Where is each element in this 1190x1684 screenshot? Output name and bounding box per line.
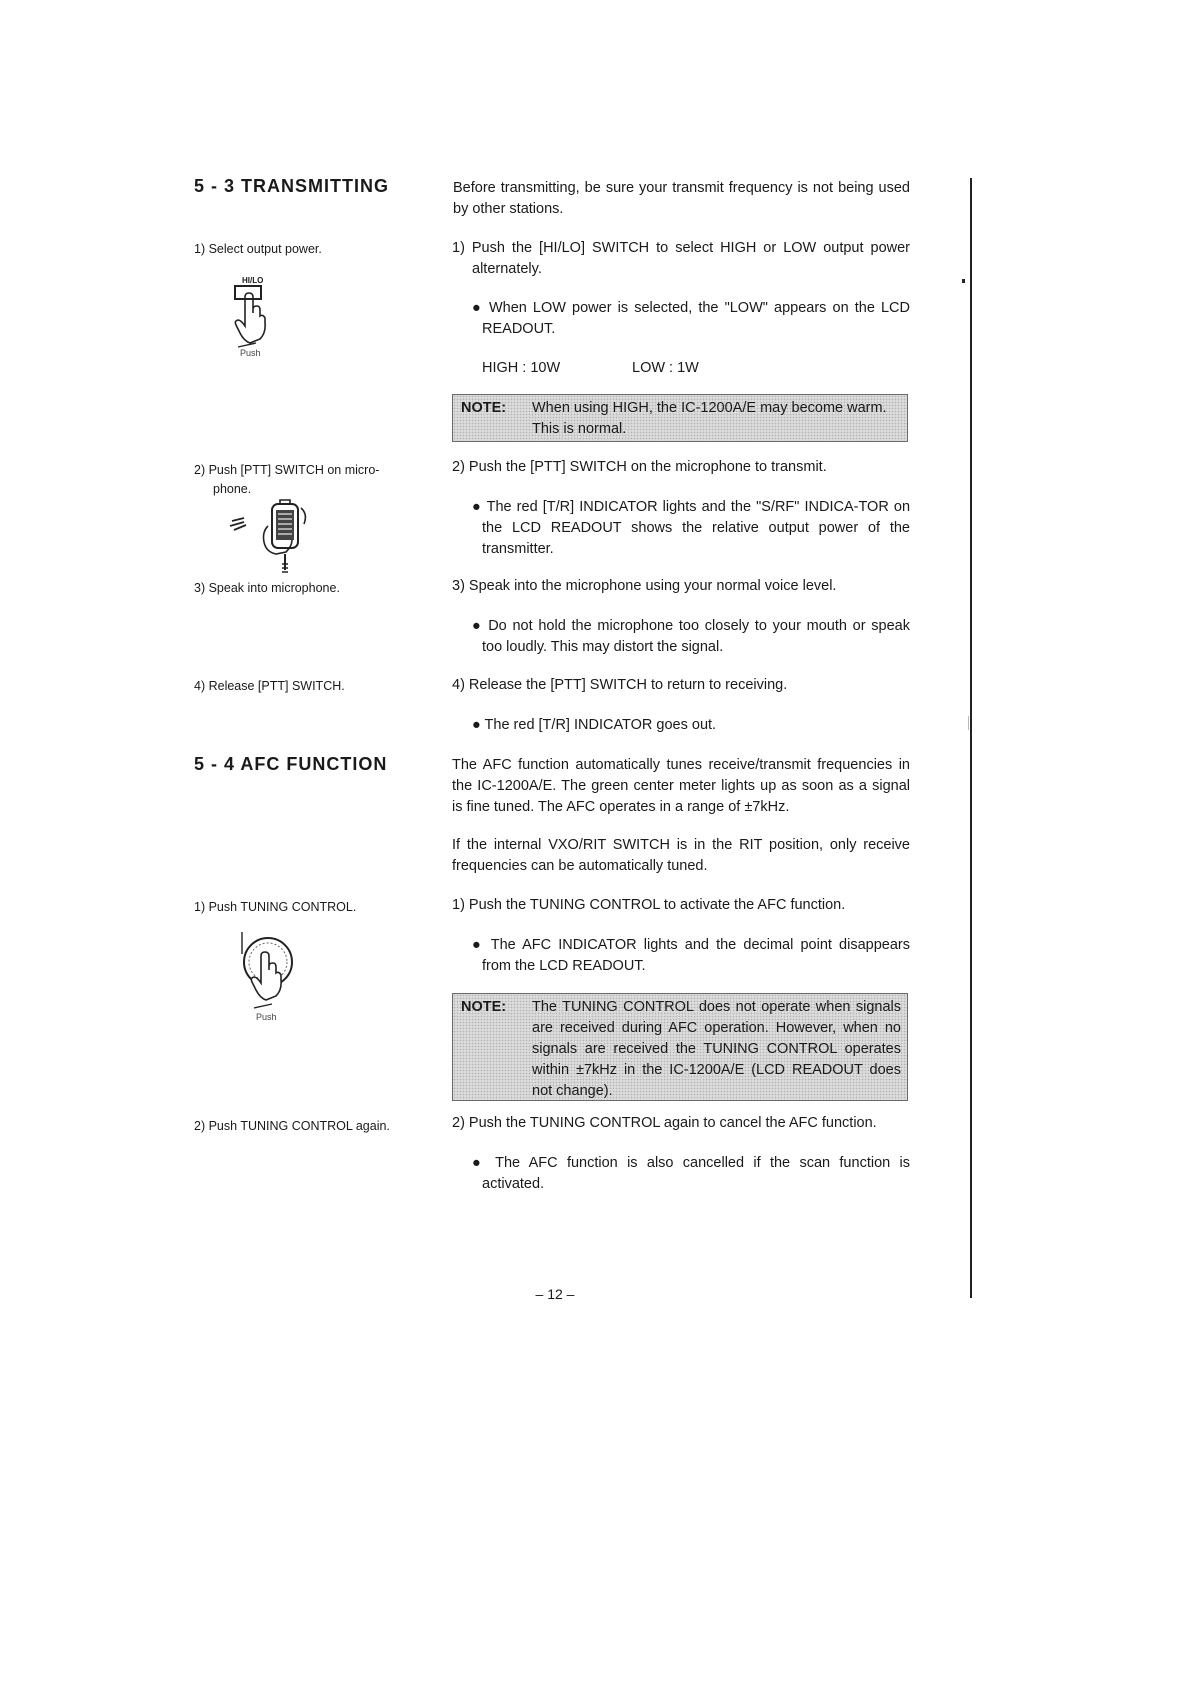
step-2-bullet-text: The red [T/R] INDICATOR lights and the "S/RF" INDICA-TOR on the LCD READOUT shows the relative output power of the transmitter. [482, 499, 911, 557]
step-3-bullet-text: Do not hold the microphone too closely to your mouth or speak too loudly. This may distort the signal. [482, 618, 910, 655]
page-number: – 12 – [535, 1286, 575, 1302]
step-4-release-line: 4) Release the [PTT] SWITCH to return to receiving. [452, 677, 788, 693]
note-box-tuning [452, 993, 908, 1101]
section-5-3-intro: Before transmitting, be sure your transmit frequency is not being used by other stations. [453, 180, 910, 217]
afc-step-2-bullet: ● The AFC function is also cancelled if the scan function is activated. [472, 1155, 910, 1192]
section-5-4-title: 5 - 4 AFC FUNCTION [194, 754, 388, 774]
tuning-push-illustration [226, 928, 306, 1024]
section-5-4-intro: The AFC function automatically tunes receive/transmit frequencies in the IC-1200A/E. The green center meter lights up as soon as a signal is fine tuned. The AFC operates in a range of ±7kHz. [452, 757, 910, 815]
hilo-push-illustration [222, 276, 294, 360]
note-box-warm [452, 394, 908, 442]
microphone-ptt-icon [228, 498, 320, 574]
section-5-4-rit-note: If the internal VXO/RIT SWITCH is in the RIT position, only receive frequencies can be automatically tuned. [452, 837, 910, 874]
step-2-ptt-line: 2) Push the [PTT] SWITCH on the microphone to transmit. [452, 459, 827, 475]
step-1-hilo-line: 1) Push the [HI/LO] SWITCH to select HIGH or LOW output power alternately. [452, 240, 910, 277]
afc-step-1-bullet: ● The AFC INDICATOR lights and the decimal point disappears from the LCD READOUT. [472, 937, 910, 974]
section-5-3-title: 5 - 3 TRANSMITTING [194, 176, 390, 196]
note-2-text: The TUNING CONTROL does not operate when signals are received during AFC operation. However, when no signals are received the TUNING CONTROL operates within ±7kHz in the IC-1200A/E (LCD READOUT does not change). [532, 999, 901, 1099]
left-step-push-ptt [194, 461, 414, 499]
afc-step-1-line: 1) Push the TUNING CONTROL to activate the AFC function. [452, 897, 846, 913]
left-step-push-tuning-again: 2) Push TUNING CONTROL again. [194, 1119, 390, 1133]
note-label: NOTE: [461, 400, 507, 416]
afc-step-1-bullet-text: The AFC INDICATOR lights and the decimal point disappears from the LCD READOUT. [482, 937, 910, 974]
afc-step-2-line: 2) Push the TUNING CONTROL again to cancel the AFC function. [452, 1115, 877, 1131]
high-power-value: HIGH : 10W [482, 360, 561, 376]
hand-push-icon [228, 285, 288, 349]
note-text: When using HIGH, the IC-1200A/E may become warm. This is normal. [532, 400, 887, 437]
tuning-push-label: Push [256, 1012, 277, 1022]
margin-mark-light [968, 716, 969, 730]
afc-step-2-bullet-text: The AFC function is also cancelled if the scan function is activated. [482, 1155, 910, 1192]
step-2-bullet: ● The red [T/R] INDICATOR lights and the "S/RF" INDICA-TOR on the LCD READOUT shows the relative output power of the transmitter. [472, 499, 911, 557]
step-1-bullet-text: When LOW power is selected, the "LOW" appears on the LCD READOUT. [482, 300, 910, 337]
push-icon-label: Push [240, 348, 261, 358]
left-step-select-power: 1) Select output power. [194, 242, 322, 256]
tuning-knob-push-icon [226, 928, 306, 1012]
left-step-release: 4) Release [PTT] SWITCH. [194, 679, 345, 693]
note-2-label: NOTE: [461, 999, 507, 1015]
step-1-bullet: ● When LOW power is selected, the "LOW" appears on the LCD READOUT. [472, 300, 910, 337]
hilo-icon-label: HI/LO [242, 276, 264, 285]
margin-mark [962, 279, 965, 283]
left-step-speak: 3) Speak into microphone. [194, 581, 340, 595]
low-power-value: LOW : 1W [632, 360, 699, 376]
step-4-bullet-text: The red [T/R] INDICATOR goes out. [484, 717, 717, 733]
left-step-push-ptt-text: 2) Push [PTT] SWITCH on micro-phone. [194, 463, 380, 496]
step-4-bullet: ● The red [T/R] INDICATOR goes out. [472, 717, 717, 733]
step-3-bullet: ● Do not hold the microphone too closely to your mouth or speak too loudly. This may distort the signal. [472, 618, 910, 655]
step-3-speak-line: 3) Speak into the microphone using your normal voice level. [452, 578, 837, 594]
right-margin-rule [970, 178, 972, 1298]
step-1-hilo-text [452, 238, 910, 280]
left-step-push-tuning: 1) Push TUNING CONTROL. [194, 900, 357, 914]
